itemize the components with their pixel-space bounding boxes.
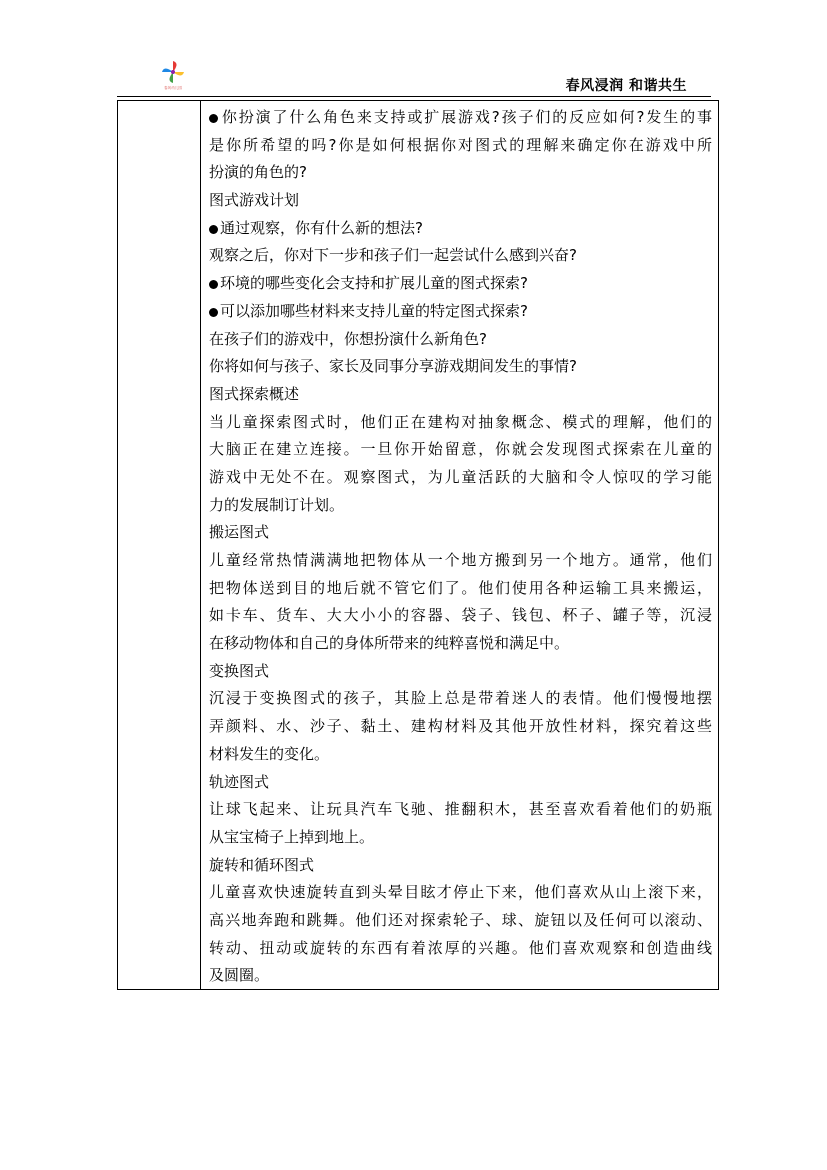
line-text: 观察之后，你对下一步和孩子们一起尝试什么感到兴奋? (209, 246, 577, 265)
line-text: 当儿童探索图式时，他们正在建构对抽象概念、模式的理解，他们的 (209, 412, 712, 431)
text-line (209, 602, 712, 630)
line-text: 旋转和循环图式 (209, 855, 315, 874)
table-content-cell (201, 101, 718, 989)
line-text: 转动、扭动或旋转的东西有着浓厚的兴趣。他们喜欢观察和创造曲线 (209, 938, 712, 957)
text-line (209, 547, 712, 575)
text-line (209, 796, 712, 824)
text-line (209, 630, 712, 658)
text-line (209, 741, 712, 769)
line-text: 可以添加哪些材料来支持儿童的特定图式探索? (220, 301, 528, 320)
text-line (209, 159, 712, 187)
text-line (209, 464, 712, 492)
text-line (209, 326, 712, 354)
line-text: 游戏中无处不在。观察图式，为儿童活跃的大脑和令人惊叹的学习能 (209, 467, 712, 486)
bullet-icon (209, 308, 218, 317)
text-line (209, 298, 712, 326)
text-line (209, 381, 712, 409)
bullet-icon (209, 225, 218, 234)
line-text: 让球飞起来、让玩具汽车飞驰、推翻积木，甚至喜欢看着他们的奶瓶 (209, 800, 712, 819)
page-header (117, 58, 711, 97)
text-line (209, 575, 712, 603)
line-text: 及圆圈。 (209, 966, 270, 985)
text-line (209, 242, 712, 270)
text-line (209, 852, 712, 880)
line-text: 材料发生的变化。 (209, 744, 330, 763)
line-text: 力的发展制订计划。 (209, 495, 345, 514)
line-text: 在移动物体和自己的身体所带来的纯粹喜悦和满足中。 (209, 634, 570, 653)
line-text: 在孩子们的游戏中，你想扮演什么新角色? (209, 329, 487, 348)
line-text: 你扮演了什么角色来支持或扩展游戏?孩子们的反应如何?发生的事 (220, 108, 712, 126)
line-text: 变换图式 (209, 661, 270, 680)
text-line (209, 104, 712, 132)
content-table (117, 100, 719, 990)
line-text: 图式游戏计划 (209, 191, 300, 210)
text-line (209, 935, 712, 963)
logo-text: 春风幼儿园 (164, 85, 182, 90)
line-text: 高兴地奔跑和跳舞。他们还对探索轮子、球、旋钮以及任何可以滚动、 (209, 910, 712, 929)
bullet-icon (209, 280, 218, 289)
line-text: 扮演的角色的? (209, 163, 307, 182)
line-text: 大脑正在建立连接。一旦你开始留意，你就会发现图式探索在儿童的 (209, 440, 712, 459)
line-text: 弄颜料、水、沙子、黏土、建构材料及其他开放性材料，探究着这些 (209, 717, 712, 736)
text-line (209, 353, 712, 381)
text-line (209, 907, 712, 935)
text-line (209, 270, 712, 298)
text-line (209, 769, 712, 797)
line-text: 环境的哪些变化会支持和扩展儿童的图式探索? (220, 274, 528, 293)
line-text: 搬运图式 (209, 523, 270, 542)
text-line (209, 187, 712, 215)
text-line (209, 962, 712, 990)
text-line (209, 879, 712, 907)
text-line (209, 492, 712, 520)
bullet-icon (209, 114, 218, 123)
line-text: 把物体送到目的地后就不管它们了。他们使用各种运输工具来搬运， (209, 578, 712, 597)
line-text: 是你所希望的吗?你是如何根据你对图式的理解来确定你在游戏中所 (209, 135, 712, 154)
text-line (209, 409, 712, 437)
line-text: 通过观察，你有什么新的想法? (220, 218, 423, 237)
text-line (209, 685, 712, 713)
line-text: 从宝宝椅子上掉到地上。 (209, 827, 375, 846)
line-text: 你将如何与孩子、家长及同事分享游戏期间发生的事情? (209, 357, 577, 376)
text-line (209, 824, 712, 852)
line-text: 轨迹图式 (209, 772, 270, 791)
text-line (209, 436, 712, 464)
line-text: 儿童经常热情满满地把物体从一个地方搬到另一个地方。通常，他们 (209, 551, 712, 569)
text-line (209, 658, 712, 686)
line-text: 如卡车、货车、大大小小的容器、袋子、钱包、杯子、罐子等，沉浸 (209, 606, 712, 625)
line-text: 沉浸于变换图式的孩子，其脸上总是带着迷人的表情。他们慢慢地摆 (209, 689, 712, 708)
text-line (209, 215, 712, 243)
header-title: 春风浸润 和谐共生 (565, 78, 687, 94)
table-left-cell (118, 101, 201, 989)
line-text: 儿童喜欢快速旋转直到头晕目眩才停止下来，他们喜欢从山上滚下来， (209, 883, 712, 902)
text-line (209, 713, 712, 741)
text-line (209, 132, 712, 160)
line-text: 图式探索概述 (209, 384, 300, 403)
text-line (209, 519, 712, 547)
